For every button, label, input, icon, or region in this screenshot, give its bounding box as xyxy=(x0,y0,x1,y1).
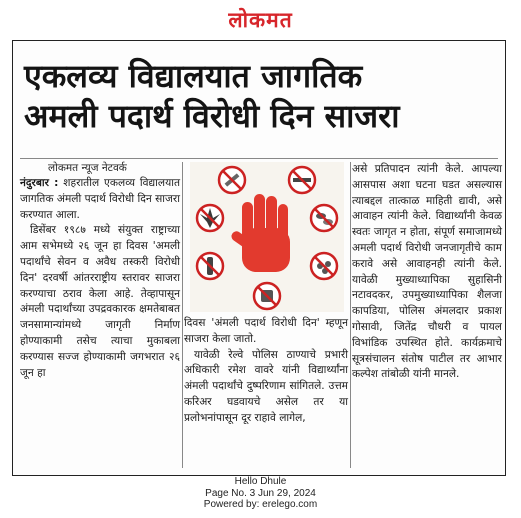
no-drugs-icon xyxy=(311,253,337,279)
column-divider-2 xyxy=(350,162,351,468)
article-paragraph: डिसेंबर १९८७ मध्ये संयुक्त राष्ट्राच्या आम सभेमध्ये २६ जून हा दिवस 'अमली पदार्थांचे सेवन व अवैध तस्करी विरोधी दिन' दरवर्षी आंतरराष्ट्रीय स्तरावर साजरा करण्याचा ठराव केला आहे. तेव्हापासून अंमली पदार्थांच्या उपद्रवकारक क्षमतेबाबत जनसामान्यांमध्ये जागृती निर्माण होण्याकामी तसेच त्याचा मुकाबला करण्यास सज्ज होण्याकामी जगभरात २६ जून हा xyxy=(20,224,180,379)
article-paragraph: यावेळी रेल्वे पोलिस ठाण्याचे प्रभारी अधिकारी रमेश वावरे यांनी विद्यार्थ्यांना अंमली पदार्थांचे दुष्परिणाम सांगितले. उत्तम करिअर घडवायचे असेल तर या प्रलोभनांपासून दूर राहावे लागेल, xyxy=(184,348,348,424)
article-column-3 xyxy=(352,162,502,383)
article-paragraph: शहरातील एकलव्य विद्यालयात जागतिक अंमली पदार्थ विरोधी दिन साजरा करण्यात आला. xyxy=(20,177,180,221)
article-paragraph: असे प्रतिपादन त्यांनी केले. आपल्या आसपास अशा घटना घडत असल्यास त्याबद्दल तात्काळ माहिती द्यावी, असे आवाहन त्यांनी केले. विद्यार्थ्यांनी केवळ स्वतः जागृत न होता, संपूर्ण समाजामध्ये अमली पदार्थ विरोधी जनजागृतीचे काम करावे असे आवाहनही त्यांनी केले. यावेळी मुख्याध्यापिका सुहासिनी नटावदकर, उपमुख्याध्यापिका शैलजा कापडिया, पोलिस अंमलदार प्रकाश गोसावी, जितेंद्र चौधरी व पायल विभांडिक उपस्थित होते. कार्यक्रमाचे सूत्रसंचालन संतोष पाटील तर आभार कल्पेश तांबोळी यांनी मानले. xyxy=(352,163,502,381)
article-column-2 xyxy=(184,316,348,427)
no-cannabis-icon xyxy=(197,205,223,231)
headline-line-2: अमली पदार्थ विरोधी दिन साजरा xyxy=(24,97,400,135)
no-smoking-icon xyxy=(289,167,315,193)
no-syringe-icon xyxy=(219,167,245,193)
dateline-place: नंदुरबार : xyxy=(20,177,59,189)
page-and-date: Page No. 3 Jun 29, 2024 xyxy=(205,487,316,499)
column-divider-1 xyxy=(182,162,183,468)
byline: लोकमत न्यूज नेटवर्क xyxy=(48,162,127,174)
no-pills-icon xyxy=(311,205,337,231)
article-column-1 xyxy=(20,176,180,381)
headline-divider xyxy=(20,158,498,159)
article-paragraph: दिवस 'अंमली पदार्थ विरोधी दिन' म्हणून साजरा केला जातो. xyxy=(184,317,348,345)
no-tobacco-icon xyxy=(254,283,280,309)
headline-line-1: एकलव्य विद्यालयात जागतिक xyxy=(24,57,363,95)
anti-drug-illustration xyxy=(190,162,344,312)
newspaper-masthead: लोकमत xyxy=(228,7,293,32)
headline xyxy=(24,56,494,136)
powered-by: Powered by: erelego.com xyxy=(203,499,318,510)
page-footer xyxy=(0,476,521,511)
no-alcohol-icon xyxy=(197,253,223,279)
edition-name: Hello Dhule xyxy=(234,476,287,487)
